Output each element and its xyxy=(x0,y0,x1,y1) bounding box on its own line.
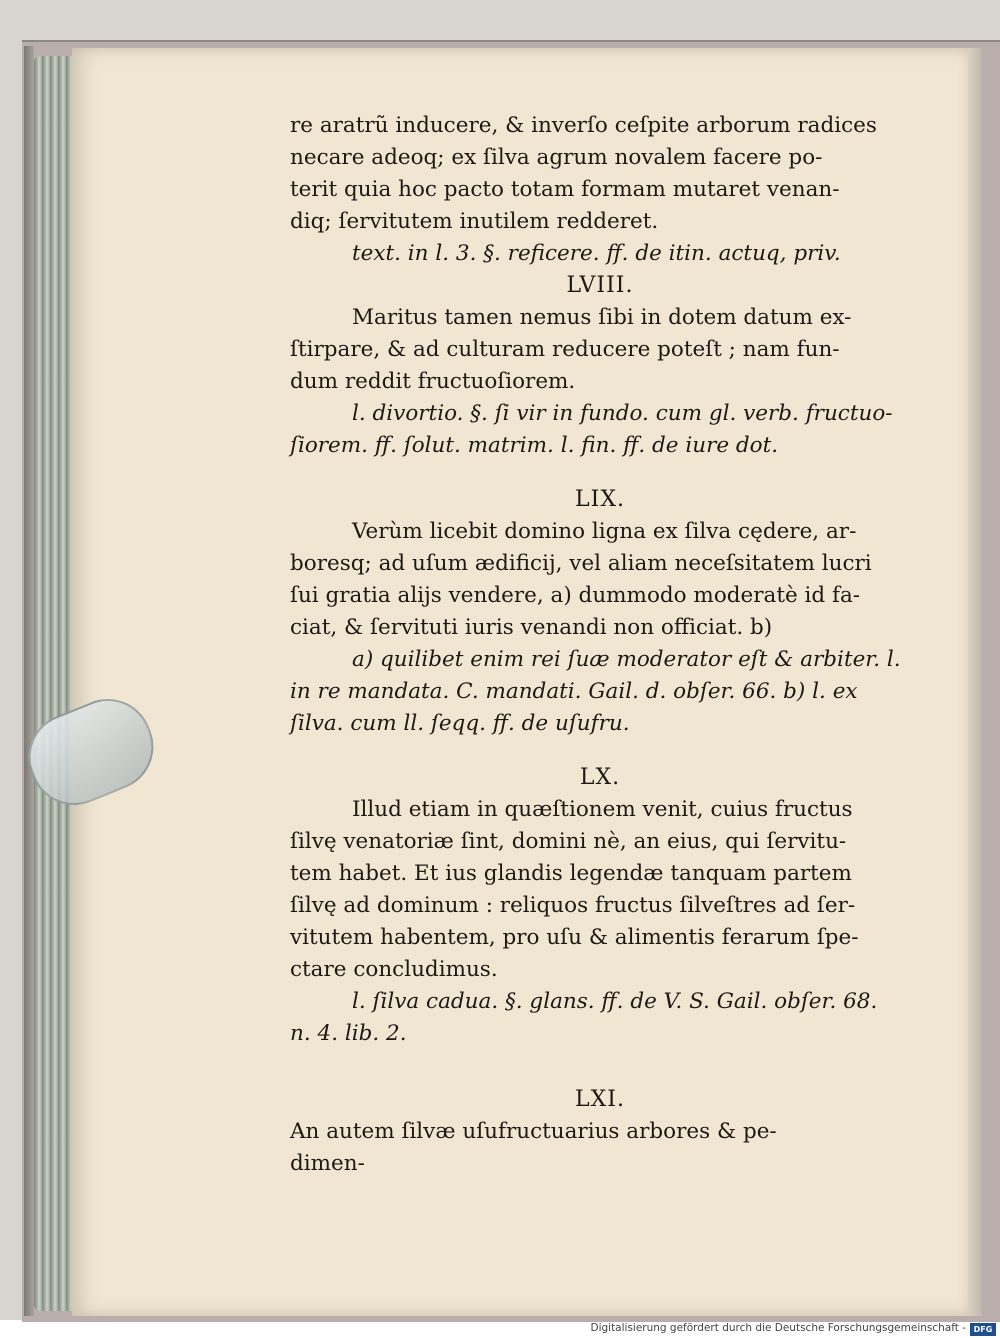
citation: a) quilibet enim rei ſuæ moderator eſt & arbiter. l. xyxy=(352,647,901,672)
citation: ſilva. cum ll. ſeqq. ff. de uſufru. xyxy=(290,711,630,736)
catchword: dimen- xyxy=(290,1151,365,1176)
text-line: ſui gratia alijs vendere, a) dummodo moderatè id fa- xyxy=(290,583,861,608)
spacer xyxy=(290,462,910,484)
citation: text. in l. 3. §. reficere. ff. de itin. actuq, priv. xyxy=(352,241,841,266)
board-edge xyxy=(24,46,34,1316)
text-line: terit quia hoc pacto totam formam mutaret venan- xyxy=(290,177,840,202)
text-line: diq; ſervitutem inutilem redderet. xyxy=(290,209,659,234)
dfg-logo: DFG xyxy=(970,1323,996,1336)
citation: l. ſilva cadua. §. glans. ff. de V. S. Gail. obſer. 68. xyxy=(352,989,878,1014)
spacer xyxy=(290,1050,910,1084)
page-text xyxy=(290,110,910,1180)
footer-bar xyxy=(0,1322,1000,1338)
text-line: An autem ſilvæ uſufructuarius arbores & pe- xyxy=(290,1119,777,1144)
text-line: vitutem habentem, pro uſu & alimentis ferarum ſpe- xyxy=(290,925,859,950)
section-heading: LIX. xyxy=(575,487,625,512)
text-line: Illud etiam in quæſtionem venit, cuius fructus xyxy=(352,797,853,822)
text-line: ſtirpare, & ad culturam reducere poteſt ; nam fun- xyxy=(290,337,840,362)
text-line: ſilvę ad dominum : reliquos fructus ſilveſtres ad ſer- xyxy=(290,893,856,918)
text-line: re aratrũ inducere, & inverſo ceſpite arborum radices xyxy=(290,113,877,138)
footer-credit: Digitalisierung gefördert durch die Deutsche Forschungsgemeinschaft - xyxy=(590,1322,966,1334)
citation: in re mandata. C. mandati. Gail. d. obſer. 66. b) l. ex xyxy=(290,679,858,704)
text-line: ctare concludimus. xyxy=(290,957,498,982)
text-line: tem habet. Et ius glandis legendæ tanquam partem xyxy=(290,861,852,886)
text-line: Verùm licebit domino ligna ex ſilva cędere, ar- xyxy=(352,519,857,544)
text-line: boresq; ad uſum ædificij, vel aliam neceſsitatem lucri xyxy=(290,551,872,576)
text-line: ciat, & ſervituti iuris venandi non officiat. b) xyxy=(290,615,773,640)
page-right-edge xyxy=(968,48,982,1316)
section-heading: LX. xyxy=(579,765,621,790)
text-line: dum reddit fructuoſiorem. xyxy=(290,369,576,394)
citation: l. divortio. §. ſi vir in fundo. cum gl. verb. fructuo- xyxy=(352,401,893,426)
text-line: ſilvę venatoriæ ſint, domini nè, an eius, qui ſervitu- xyxy=(290,829,847,854)
text-line: necare adeoq; ex ſilva agrum novalem facere po- xyxy=(290,145,823,170)
citation: ſiorem. ff. ſolut. matrim. l. fin. ff. de iure dot. xyxy=(290,433,779,458)
section-heading: LXI. xyxy=(575,1087,625,1112)
citation: n. 4. lib. 2. xyxy=(290,1021,407,1046)
section-heading: LVIII. xyxy=(566,273,634,298)
spacer xyxy=(290,740,910,762)
text-line: Maritus tamen nemus ſibi in dotem datum ex- xyxy=(352,305,852,330)
